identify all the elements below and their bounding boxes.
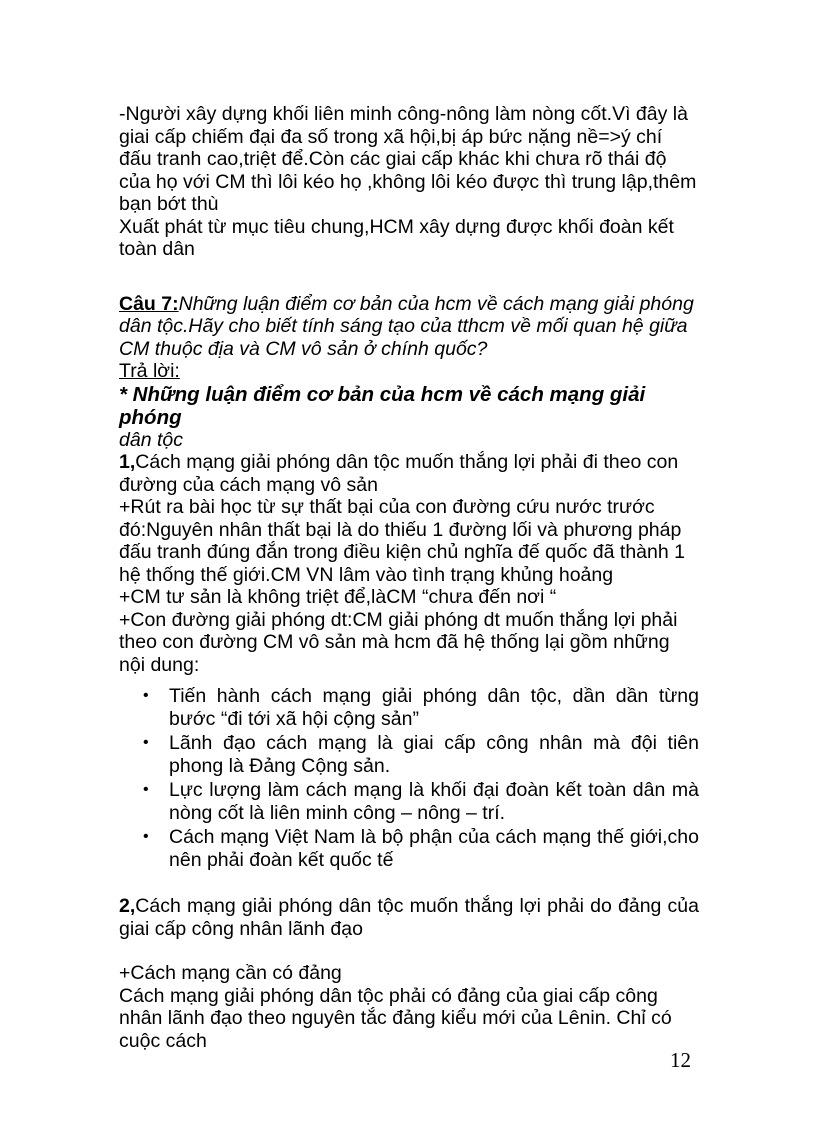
bullet-icon: • (143, 828, 149, 845)
question-text: Những luận điểm cơ bản của hcm về cách mạng giải phóng dân tộc.Hãy cho biết tính sáng tạo của tthcm về mối quan hệ giữa CM thuộc địa và CM vô sản ở chính quốc? (119, 292, 694, 360)
list-item-text: Lực lượng làm cách mạng là khối đại đoàn kết toàn dân mà nòng cốt là liên minh công – nông – trí. (169, 779, 699, 824)
bullet-icon: • (143, 781, 149, 798)
point-1 (119, 451, 699, 496)
answer-label: Trả lời: (119, 360, 180, 382)
point-1-paragraph-1: +Rút ra bài học từ sự thất bại của con đường cứu nước trước đó:Nguyên nhân thất bại là do thiếu 1 đường lối và phương pháp đấu tranh đúng đắn trong điều kiện chủ nghĩa đế quốc đã thành 1 hệ thống thế giới.CM VN lâm vào tình trạng khủng hoảng (119, 496, 685, 586)
list-item-text: Cách mạng Việt Nam là bộ phận của cách mạng thế giới,cho nên phải đoàn kết quốc tế (169, 826, 699, 871)
point-2 (119, 895, 699, 940)
section-heading: * Những luận điểm cơ bản của hcm về cách mạng giải phóng (119, 382, 646, 429)
list-item (119, 732, 699, 777)
point-2-number: 2, (119, 895, 136, 917)
list-item-text: Lãnh đạo cách mạng là giai cấp công nhân mà đội tiên phong là Đảng Cộng sản. (169, 732, 699, 777)
point-1-text: Cách mạng giải phóng dân tộc muốn thắng lợi phải đi theo con đường của cách mạng vô sản (119, 451, 679, 496)
list-item (119, 685, 699, 730)
point-1-number: 1, (119, 451, 136, 473)
page-number: 12 (670, 1048, 691, 1072)
point-1-paragraph-3: +Con đường giải phóng dt:CM giải phóng dt muốn thắng lợi phải theo con đường CM vô sản mà hcm đã hệ thống lại gồm những nội dung: (119, 608, 678, 676)
point-2-paragraph-2: Cách mạng giải phóng dân tộc phải có đảng của giai cấp công nhân lãnh đạo theo nguyên tắc đảng kiểu mới của Lênin. Chỉ có cuộc cách (119, 984, 672, 1052)
question-heading (119, 293, 699, 361)
question-label: Câu 7: (119, 292, 179, 315)
point-2-text: Cách mạng giải phóng dân tộc muốn thắng lợi phải do đảng của giai cấp công nhân lãnh đạo (119, 895, 699, 940)
list-item (119, 826, 699, 871)
document-page (119, 103, 699, 1052)
intro-paragraph-2: Xuất phát từ mục tiêu chung,HCM xây dựng được khối đoàn kết toàn dân (119, 215, 674, 260)
point-2-paragraph-1: +Cách mạng cần có đảng (119, 962, 342, 984)
intro-paragraph-1: -Người xây dựng khối liên minh công-nông làm nòng cốt.Vì đây là giai cấp chiếm đại đa số trong xã hội,bị áp bức nặng nề=>ý chí đấu tranh cao,triệt để.Còn các giai cấp khác khi chưa rõ thái độ của họ với CM thì lôi kéo họ ,không lôi kéo được thì trung lập,thêm bạn bớt thù (119, 103, 697, 215)
point-1-paragraph-2: +CM tư sản là không triệt để,làCM “chưa đến nơi “ (119, 586, 557, 608)
list-item-text: Tiến hành cách mạng giải phóng dân tộc, dần dần từng bước “đi tới xã hội cộng sản” (169, 685, 699, 730)
list-item (119, 779, 699, 824)
bullet-icon: • (143, 734, 149, 751)
bullet-icon: • (143, 687, 149, 704)
bullet-list (119, 685, 699, 871)
section-heading-continued: dân tộc (119, 428, 183, 451)
